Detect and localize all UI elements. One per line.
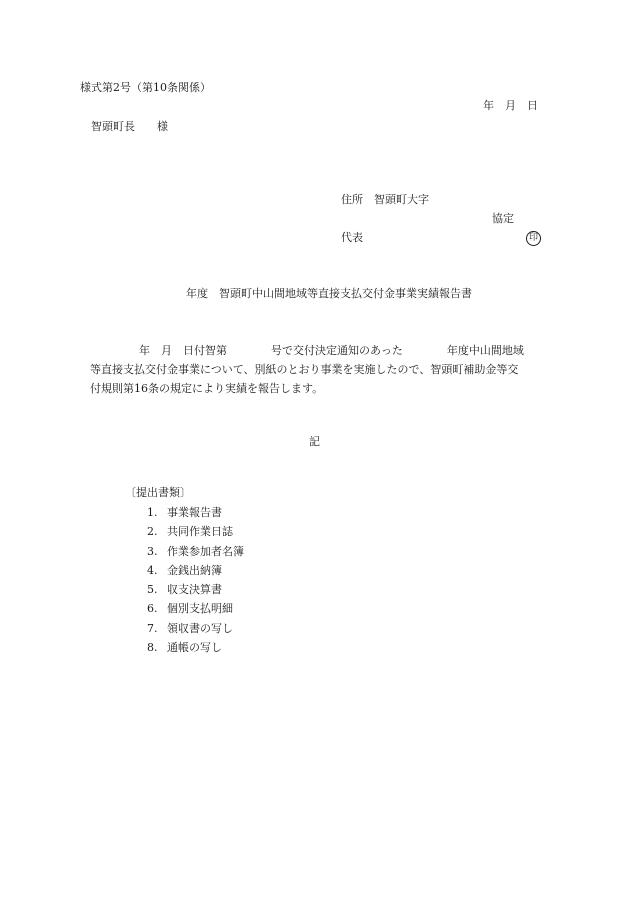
list-item bbox=[147, 503, 244, 522]
list-item-number: 6. bbox=[147, 602, 158, 616]
document-title: 年度 智頭町中山間地域等直接支払交付金事業実績報告書 bbox=[186, 287, 472, 300]
list-item-label: 個別支払明細 bbox=[167, 602, 233, 616]
ki-heading: 記 bbox=[309, 435, 320, 448]
body-line-2: 等直接支払交付金事業について、別紙のとおり事業を実施したので、智頭町補助金等交 bbox=[90, 363, 519, 376]
list-item bbox=[147, 561, 244, 580]
list-item-number: 8. bbox=[147, 641, 158, 655]
list-item-label: 作業参加者名簿 bbox=[167, 544, 244, 558]
date-line: 年 月 日 bbox=[483, 99, 538, 112]
addressee: 智頭町長 様 bbox=[91, 120, 168, 133]
agreement-label: 協定 bbox=[492, 212, 514, 225]
list-item-number: 1. bbox=[147, 506, 158, 519]
list-item bbox=[147, 638, 244, 657]
list-item-number: 5. bbox=[147, 583, 158, 597]
attachments-heading: 〔提出書類〕 bbox=[125, 486, 191, 499]
list-item-number: 7. bbox=[147, 621, 158, 635]
list-item-label: 領収書の写し bbox=[167, 621, 233, 635]
form-number-label: 様式第2号（第10条関係） bbox=[80, 81, 211, 94]
attachments-list bbox=[147, 503, 244, 657]
body-paragraph bbox=[90, 341, 558, 398]
list-item-number: 3. bbox=[147, 544, 158, 558]
list-item-label: 事業報告書 bbox=[167, 506, 222, 519]
list-item-number: 2. bbox=[147, 525, 158, 539]
list-item bbox=[147, 619, 244, 638]
address-label: 住所 智頭町大字 bbox=[341, 193, 429, 206]
seal-mark: 印 bbox=[526, 231, 541, 246]
list-item-label: 通帳の写し bbox=[167, 641, 222, 655]
list-item bbox=[147, 522, 244, 541]
list-item bbox=[147, 542, 244, 561]
body-line-1: 年 月 日付智第 号で交付決定通知のあった 年度中山間地域 bbox=[139, 344, 524, 357]
list-item-label: 共同作業日誌 bbox=[167, 525, 233, 539]
list-item-label: 金銭出納簿 bbox=[167, 563, 222, 577]
list-item bbox=[147, 580, 244, 599]
representative-label: 代表 bbox=[341, 231, 363, 244]
list-item bbox=[147, 599, 244, 618]
list-item-label: 収支決算書 bbox=[167, 583, 222, 597]
body-line-3: 付規則第16条の規定により実績を報告します。 bbox=[90, 382, 324, 395]
list-item-number: 4. bbox=[147, 563, 158, 577]
